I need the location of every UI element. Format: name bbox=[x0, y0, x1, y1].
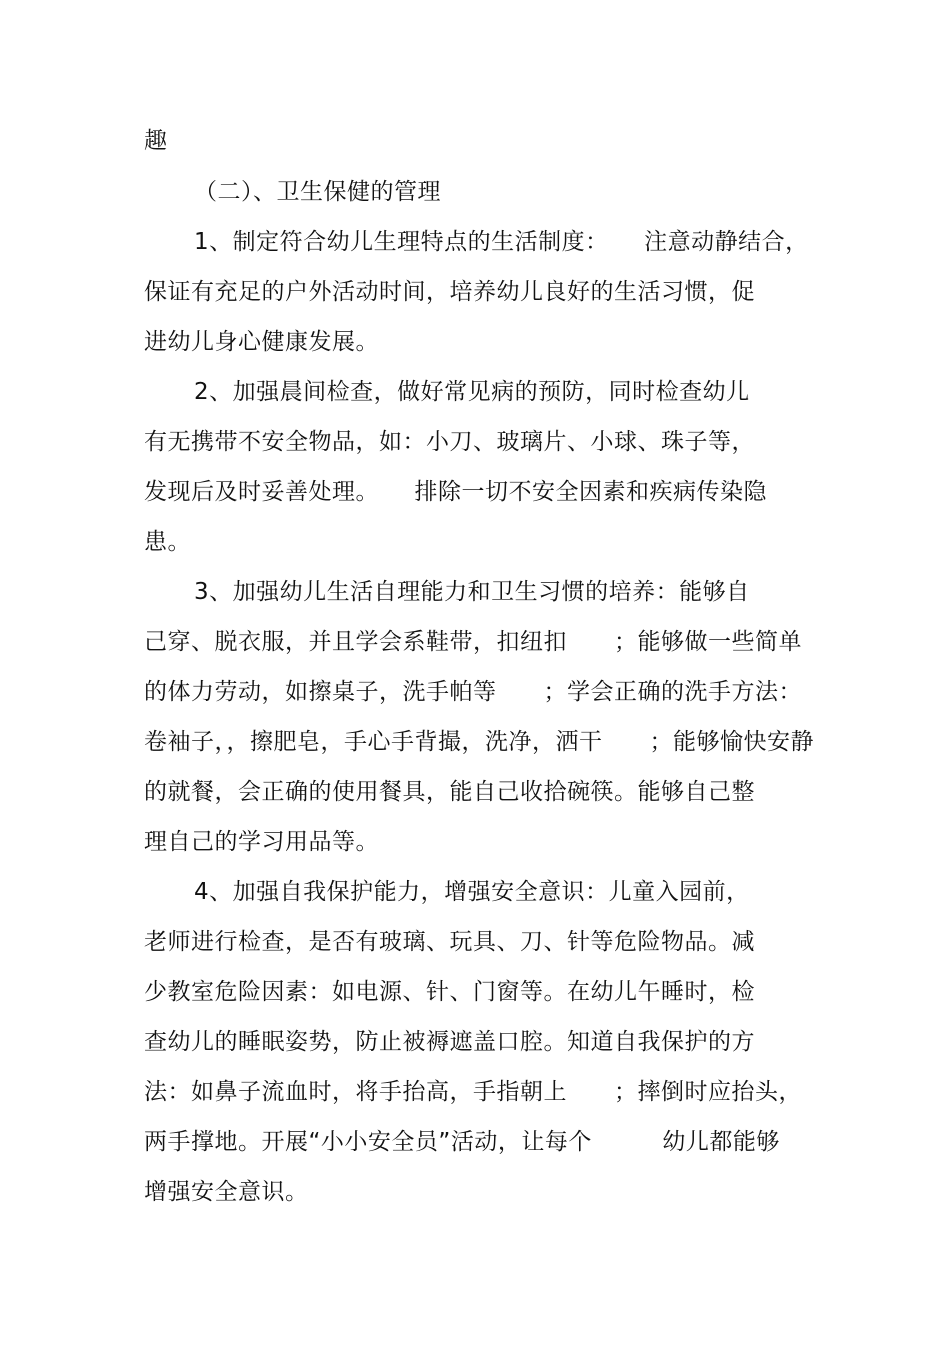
text-line-8: 发现后及时妥善处理。 排除一切不安全因素和疾病传染隐 bbox=[144, 479, 767, 505]
text-line-1: 趣 bbox=[144, 128, 168, 154]
text-line-6: 2、加强晨间检查，做好常见病的预防，同时检查幼儿 bbox=[194, 379, 750, 405]
text-line-14: 的就餐，会正确的使用餐具，能自己收拾碗筷。能够自己整 bbox=[144, 779, 755, 805]
text-line-16: 4、加强自我保护能力，增强安全意识：儿童入园前， bbox=[194, 879, 750, 905]
text-line-17: 老师进行检查，是否有玻璃、玩具、刀、针等危险物品。减 bbox=[144, 929, 755, 955]
text-line-5: 进幼儿身心健康发展。 bbox=[144, 329, 379, 355]
text-line-20: 法：如鼻子流血时，将手抬高，手指朝上 ；摔倒时应抬头， bbox=[144, 1079, 802, 1105]
text-line-19: 查幼儿的睡眠姿势，防止被褥遮盖口腔。知道自我保护的方 bbox=[144, 1029, 755, 1055]
text-line-12: 的体力劳动，如擦桌子，洗手帕等 ；学会正确的洗手方法： bbox=[144, 679, 802, 705]
text-line-21: 两手撑地。开展“小小安全员”活动，让每个 幼儿都能够 bbox=[144, 1129, 780, 1155]
text-line-22: 增强安全意识。 bbox=[144, 1179, 309, 1205]
text-line-18: 少教室危险因素：如电源、针、门窗等。在幼儿午睡时，检 bbox=[144, 979, 755, 1005]
text-line-9: 患。 bbox=[144, 529, 191, 555]
text-line-15: 理自己的学习用品等。 bbox=[144, 829, 379, 855]
text-line-3: 1、制定符合幼儿生理特点的生活制度： 注意动静结合， bbox=[194, 229, 809, 255]
text-line-7: 有无携带不安全物品，如：小刀、玻璃片、小球、珠子等， bbox=[144, 429, 755, 455]
text-line-13: 卷袖子，，擦肥皂，手心手背撮，洗净，洒干 ；能够愉快安静 bbox=[144, 729, 814, 755]
section-heading: （二）、卫生保健的管理 bbox=[194, 179, 441, 205]
text-line-11: 己穿、脱衣服，并且学会系鞋带，扣纽扣 ；能够做一些简单 bbox=[144, 629, 802, 655]
text-line-10: 3、加强幼儿生活自理能力和卫生习惯的培养：能够自 bbox=[194, 579, 750, 605]
text-line-4: 保证有充足的户外活动时间，培养幼儿良好的生活习惯，促 bbox=[144, 279, 755, 305]
